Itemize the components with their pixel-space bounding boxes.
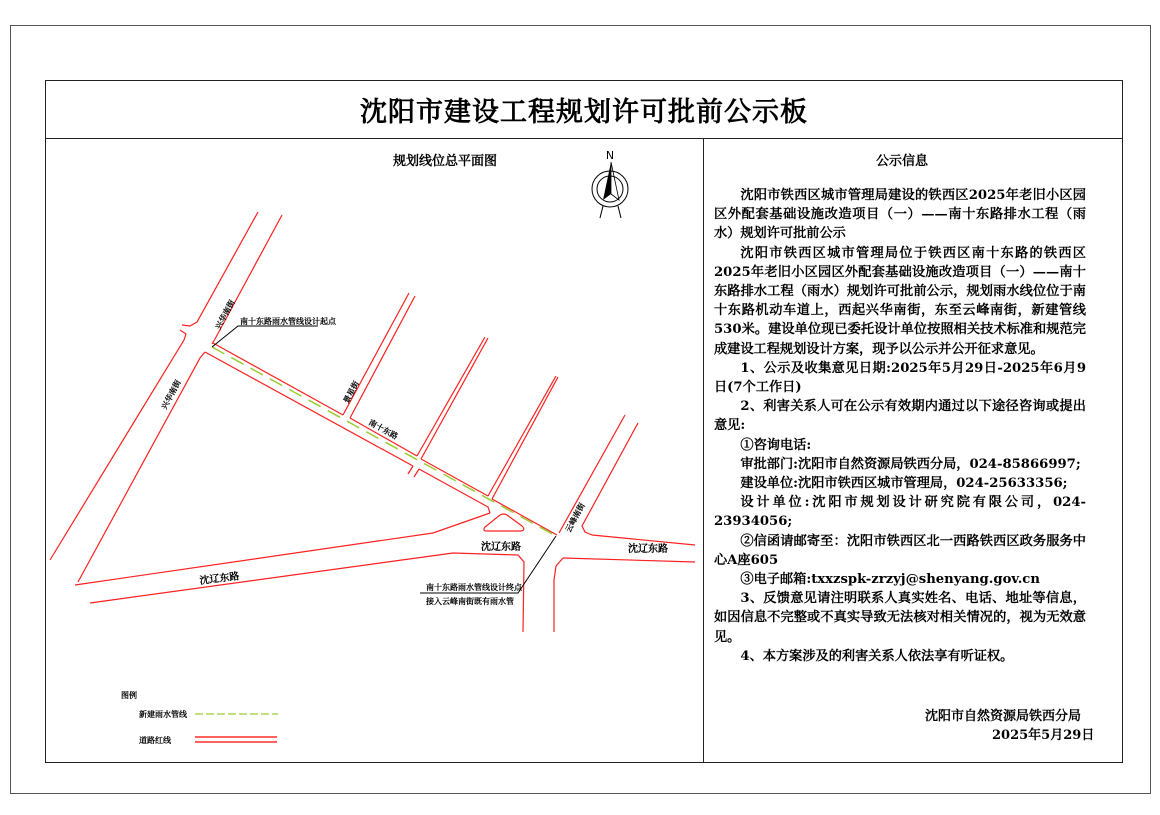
notice-email: ③电子邮箱:txxzspk-zrzyj@shenyang.gov.cn [740, 572, 1040, 588]
road-label-shenliao-mid: 沈辽东路 [481, 542, 521, 553]
legend-label-redline: 道路红线 [139, 736, 171, 745]
road-label-nanshidong: 南十东路 [367, 417, 400, 442]
notice-phone-designer: 设计单位:沈阳市规划设计研究院有限公司，024-23934056; [714, 495, 1086, 530]
north-label: N [605, 149, 615, 162]
notice-body [714, 186, 1086, 666]
road-label-yunfeng: 云峰南街 [563, 501, 587, 534]
start-note: 南十东路雨水管线设计起点 [240, 317, 336, 326]
notice-phone-builder: 建设单位:沈阳市铁西区城市管理局，024-25633356; [740, 476, 1068, 492]
road-label-shenliao-west: 沈辽东路 [199, 571, 241, 587]
issuer: 沈阳市自然资源局铁西分局 [925, 709, 1082, 724]
north-arrow-icon [592, 149, 628, 218]
notice-channels: 2、利害关系人可在公示有效期内通过以下途径咨询或提出意见: [714, 399, 1086, 434]
notice-phone-heading: ①咨询电话: [740, 437, 812, 453]
road-label-shenliao-east: 沈辽东路 [628, 544, 668, 555]
notice-mail-address: ②信函请邮寄至：沈阳市铁西区北一西路铁西区政务服务中心A座605 [714, 533, 1086, 568]
road-label-xinghua-lower: 兴华南街 [159, 378, 183, 411]
end-note-1: 南十东路雨水管线设计终点 [426, 583, 522, 592]
legend-label-pipe: 新建雨水管线 [139, 710, 187, 719]
notice-hearing-right: 4、本方案涉及的利害关系人依法享有听证权。 [740, 648, 1014, 664]
map-legend [121, 690, 278, 745]
end-note-2: 接入云峰南街既有雨水管 [426, 597, 514, 606]
issue-date: 2025年5月29日 [992, 728, 1095, 743]
board-title: 沈阳市建设工程规划许可批前公示板 [360, 96, 808, 128]
road-label-jingxing: 景星街 [341, 379, 362, 405]
info-heading: 公示信息 [875, 154, 929, 169]
notice-title-paragraph: 沈阳市铁西区城市管理局建设的铁西区2025年老旧小区园区外配套基础设施改造项目（一）——南十东路排水工程（雨水）规划许可批前公示 [714, 188, 1086, 242]
legend-title: 图例 [121, 691, 137, 700]
notice-description: 沈阳市铁西区城市管理局位于铁西区南十东路的铁西区2025年老旧小区园区外配套基础设施改造项目（一）——南十东路排水工程（雨水）规划许可批前公示，规划雨水线位位于南十东路机动车道上，西起兴华南街，东至云峰南街，新建管线530米。建设单位现已委托设计单位按照相关技术标准和规范完成建设工程规划设计方案，现予以公示并公开征求意见。 [714, 245, 1086, 357]
notice-period: 1、公示及收集意见日期:2025年5月29日-2025年6月9日(7个工作日) [714, 360, 1086, 396]
notice-feedback-rule: 3、反馈意见请注明联系人真实姓名、电话、地址等信息，如因信息不完整或不真实导致无法核对相关情况的，视为无效意见。 [714, 591, 1086, 645]
road-label-xinghua-upper: 兴华南街 [213, 298, 237, 331]
start-leader [212, 326, 318, 347]
rain-pipe-line [212, 347, 556, 536]
notice-phone-approval: 审批部门:沈阳市自然资源局铁西分局，024-85866997; [740, 456, 1081, 472]
map-heading: 规划线位总平面图 [392, 154, 498, 169]
